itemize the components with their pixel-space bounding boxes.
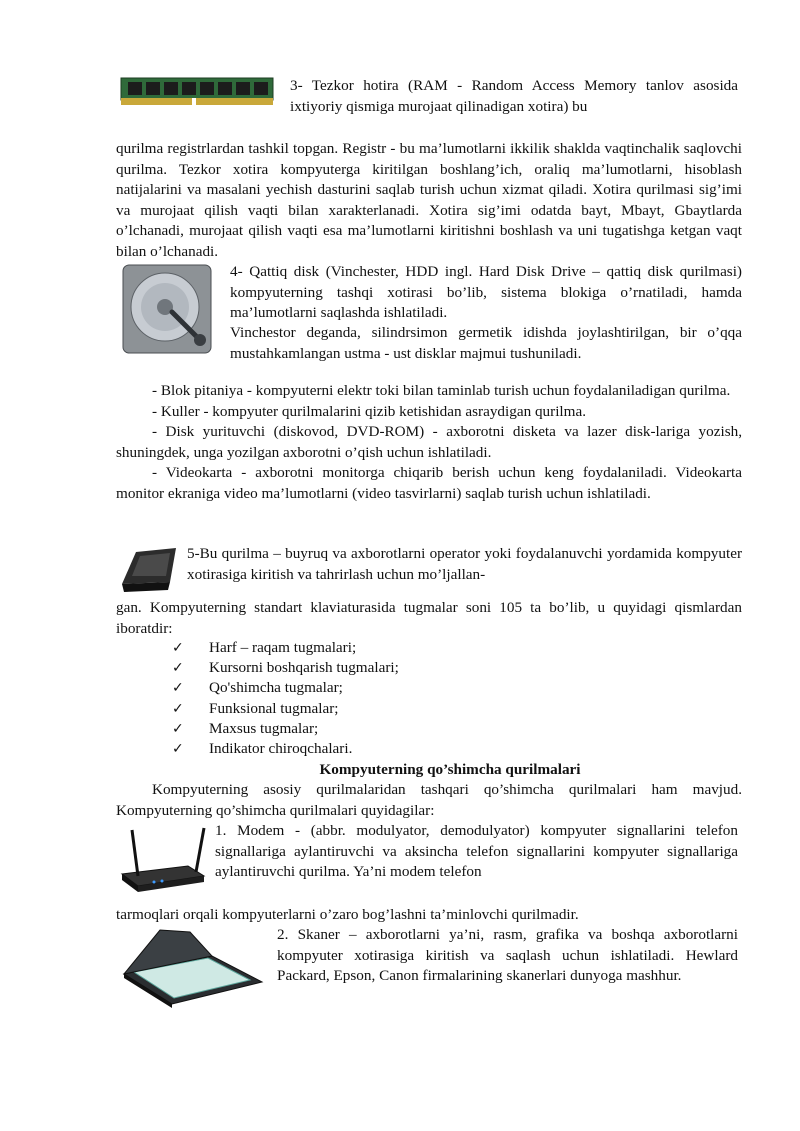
scanner-text: 2. Skaner – axborotlarni ya’ni, rasm, grafika va boshqa axborotlarni kompyuter xotirasiga kiritish va saqlash uchun ishlatiladi. Hewlard Packard, Epson, Canon firmalarining skanerlari dunyoga mashhur. [277,926,738,984]
component-cooler: - Kuller - kompyuter qurilmalarini qizib ketishidan asraydigan qurilma. [152,402,586,420]
section-heading: Kompyuterning qo’shimcha qurilmalari [319,761,581,778]
scanner-image [120,926,266,1010]
ram-module-image [120,76,274,106]
modem-image [118,826,208,896]
keyboard-body: gan. Kompyuterning standart klaviaturasida tugmalar soni 105 ta bo’lib, u quyidagi qismlardan iboratdir: [116,599,742,637]
hard-disk-image [120,262,214,356]
ram-intro: 3- Tezkor hotira (RAM - Random Access Memory tanlov asosida ixtiyoriy qismiga murojaat qilinadigan xotira) bu [290,77,738,115]
list-item: ✓ Kursorni boshqarish tugmalari; [172,658,592,678]
checkmark-icon: ✓ [172,741,184,758]
checkmark-icon: ✓ [172,720,184,737]
ram-body: qurilma registrlardan tashkil topgan. Registr - bu ma’lumotlarni ikkilik shaklda vaqtinchalik saqlovchi qurilma. Tezkor xotira kompyuterga kiritilgan boshlang’ich, oraliq ma’lumotlarni, hisoblash natijalarini va masalani yechish dasturini saqlab turish uchun xizmat qiladi. Xotira qurilmasi sig’imi va murojaat qilish vaqti bilan xarakterlanadi. Xotira sig’imi odatda bayt, Mbayt, Gbaytlarda o’lchanadi, murojaat qilish vaqti esa ma’lumotlarni kiritishni boshlash va uni tugatishga ketgan vaqt bilan o’lchanadi. [116,140,742,260]
peripherals-intro: Kompyuterning asosiy qurilmalaridan tashqari qo’shimcha qurilmalari ham mavjud. Kompyuterning qo’shimcha qurilmalari quyidagilar: [116,781,742,819]
modem-body: tarmoqlari orqali kompyuterlarni o’zaro bog’lashni ta’minlovchi qurilmadir. [116,906,579,923]
checkmark-icon: ✓ [172,660,184,677]
list-item: ✓ Indikator chiroqchalari. [172,739,592,759]
list-item: ✓ Harf – raqam tugmalari; [172,638,592,658]
key-groups-list [172,638,592,759]
list-item: ✓ Qo'shimcha tugmalar; [172,678,592,698]
keyboard-intro: 5-Bu qurilma – buyruq va axborotlarni operator yoki foydalanuvchi yordamida kompyuter xotirasiga kiritish va tahrirlash uchun mo’ljallan- [187,545,742,583]
keyboard-image [118,546,180,594]
component-videocard: - Videokarta - axborotni monitorga chiqarib berish uchun keng foydalaniladi. Videokarta monitor ekraniga video ma’lumotlarni (video tasvirlarni) saqlab turish uchun ishlatiladi. [116,464,742,502]
component-power-supply: - Blok pitaniya - kompyuterni elektr toki bilan taminlab turish uchun foydalaniladigan qurilma. [152,382,731,399]
modem-intro: 1. Modem - (abbr. modulyator, demodulyator) kompyuter signallarini telefon signallariga aylantiruvchi va aksincha telefon signallarini kompyuter signallariga aylantiruvchi qurilma. Ya’ni modem telefon [215,822,738,880]
components-list [116,381,742,504]
list-item: ✓ Maxsus tugmalar; [172,719,592,739]
list-item: ✓ Funksional tugmalar; [172,699,592,719]
checkmark-icon: ✓ [172,640,184,656]
hdd-paragraph-1: 4- Qattiq disk (Vinchester, HDD ingl. Hard Disk Drive – qattiq disk qurilmasi) kompyuterning tashqi xotirasi bo’lib, sistema blokiga o’rnatiladi, hamda ma’lumotlarni saqlashda ishlatiladi. [230,263,742,321]
component-disk-drive: - Disk yurituvchi (diskovod, DVD-ROM) - axborotni disketa va lazer disk-lariga yozish, shuningdek, unga yozilgan axborotni o’qish uchun ishlatiladi. [116,423,742,461]
checkmark-icon: ✓ [172,680,184,697]
checkmark-icon: ✓ [172,700,184,717]
hdd-paragraph-2: Vinchestor deganda, silindrsimon germetik idishda joylashtirilgan, bir o’qqa mustahkamlangan ustma - ust disklar majmui tushuniladi. [230,324,742,362]
